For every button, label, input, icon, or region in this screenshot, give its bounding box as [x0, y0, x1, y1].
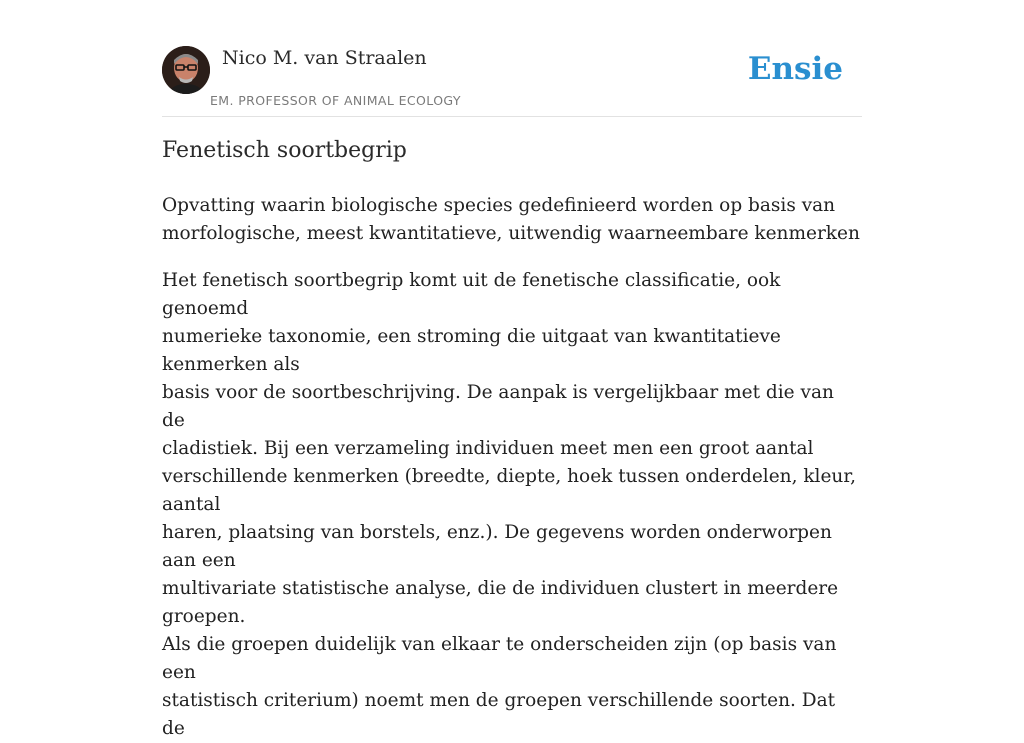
- body-line: basis voor de soortbeschrijving. De aanpak is vergelijkbaar met die van de: [162, 382, 834, 431]
- author-avatar[interactable]: [162, 46, 210, 94]
- author-photo: [162, 46, 210, 94]
- article-title: Fenetisch soortbegrip: [162, 138, 407, 163]
- body-line: multivariate statistische analyse, die de individuen clustert in meerdere groepen.: [162, 578, 839, 627]
- body-line: verschillende kenmerken (breedte, diepte, hoek tussen onderdelen, kleur, aantal: [162, 466, 857, 515]
- body-line: Als die groepen duidelijk van elkaar te onderscheiden zijn (op basis van een: [162, 634, 837, 683]
- author-header: [162, 46, 862, 117]
- definition-line: morfologische, meest kwantitatieve, uitwendig waarneembare kenmerken: [162, 223, 860, 244]
- author-name[interactable]: Nico M. van Straalen: [222, 47, 427, 69]
- ensie-logo[interactable]: Ensie: [747, 51, 843, 87]
- body-line: Het fenetisch soortbegrip komt uit de fenetische classificatie, ook genoemd: [162, 270, 781, 319]
- body-line: numerieke taxonomie, een stroming die uitgaat van kwantitatieve kenmerken als: [162, 326, 781, 375]
- author-title: EM. PROFESSOR OF ANIMAL ECOLOGY: [210, 93, 461, 108]
- body-line: haren, plaatsing van borstels, enz.). De gegevens worden onderworpen aan een: [162, 522, 832, 571]
- body-line: statistisch criterium) noemt men de groepen verschillende soorten. Dat de: [162, 690, 836, 739]
- definition-line: Opvatting waarin biologische species gedefinieerd worden op basis van: [162, 195, 836, 216]
- body-line: cladistiek. Bij een verzameling individuen meet men een groot aantal: [162, 438, 814, 459]
- article-body: [162, 267, 862, 743]
- definition-text: [162, 192, 862, 248]
